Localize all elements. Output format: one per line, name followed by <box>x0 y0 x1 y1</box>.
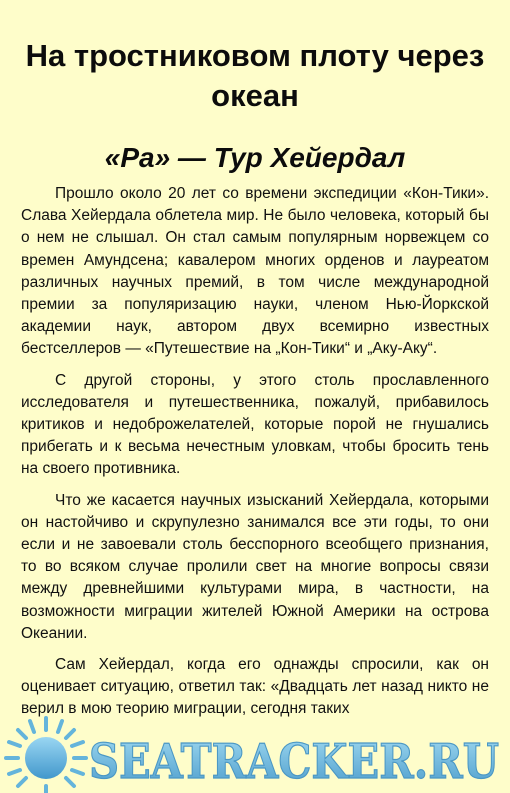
paragraph: Сам Хейердал, когда его однажды спросили, как он оценивает ситуацию, ответил так: «Двадцать лет назад никто не верил в мою теорию миграции, сегодня таких <box>21 656 489 718</box>
paragraph: С другой стороны, у этого столь прославленного исследователя и путешественника, пожалуй, прибавилось критиков и недоброжелателей, которые порой не гнушались прибегать и к весьма нечестным уловкам, чтобы бросить тень на своего противника. <box>21 371 489 478</box>
watermark <box>0 712 510 793</box>
watermark-text: SEATRACKER.RU <box>89 734 499 790</box>
paragraph: Что же касается научных изысканий Хейердала, которыми он настойчиво и скрупулезно занимался все эти годы, то они если и не завоевали столь бесспорного всеобщего признания, то во всяком случае пролили свет на многие вопросы связи между древнейшими культурами мира, в частности, на возможности миграции жителей Южной Америки на острова Океании. <box>21 491 489 642</box>
page-subtitle: «Ра» — Тур Хейердал <box>104 142 406 173</box>
paragraph: Прошло около 20 лет со времени экспедиции «Кон-Тики». Слава Хейердала облетела мир. Не было человека, который бы о нем не слышал. Он стал самым популярным норвежцем со времен Амундсена; кавалером многих орденов и лауреатом различных научных премий, в том числе международной премии за популяризацию науки, членом Нью-Йоркской академии наук, автором двух всемирно известных бестселлеров — «Путешествие на „Кон-Тики“ и „Аку-Аку“. <box>21 185 489 358</box>
body-text <box>21 183 489 721</box>
page-title: На тростниковом плоту через океан <box>25 38 485 113</box>
sun-icon <box>6 718 86 793</box>
